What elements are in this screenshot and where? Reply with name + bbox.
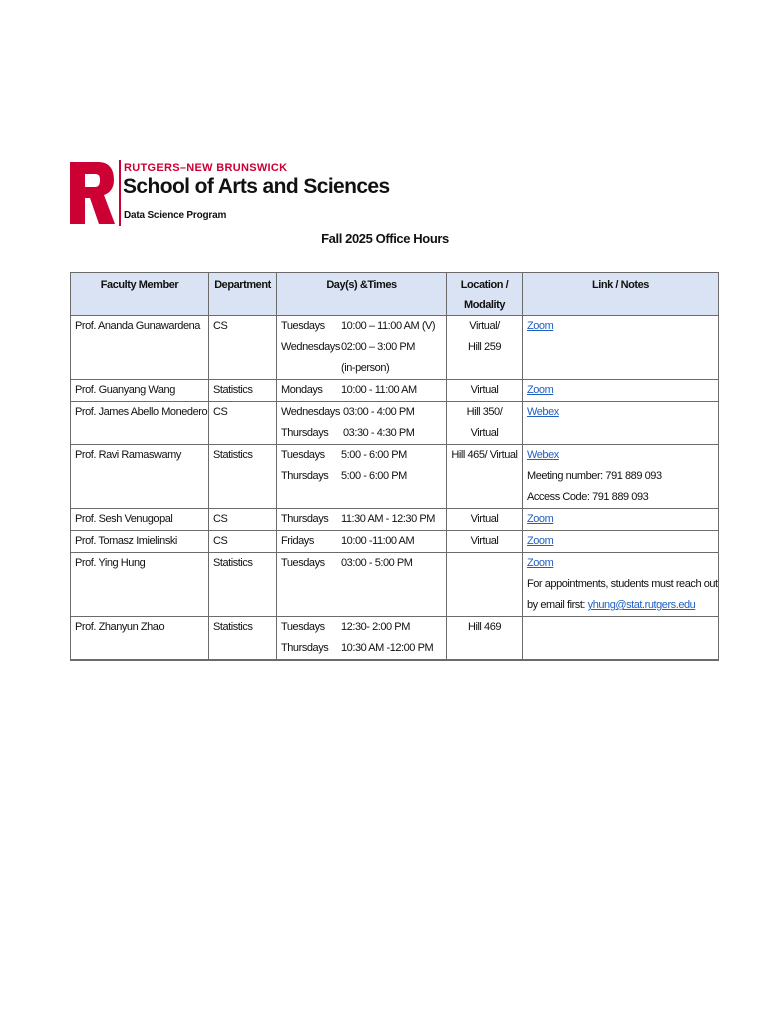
schedule-time: 10:00 -11:00 AM [341,535,415,547]
header-faculty: Faculty Member [71,273,209,316]
table-row [71,402,719,445]
schedule-time: 03:30 - 4:30 PM [343,427,415,439]
location-line: Virtual [470,535,499,547]
appointment-note: For appointments, students must reach out [527,578,718,590]
link-notes [523,402,719,445]
schedule [277,380,447,402]
schedule [277,402,447,445]
schedule-day: Tuesdays [281,320,325,332]
logo-divider [119,160,121,226]
webex-link[interactable]: Webex [527,406,559,418]
header-location-line: Location / [460,279,509,291]
zoom-link[interactable]: Zoom [527,320,554,332]
schedule [277,553,447,617]
schedule-day: Thursdays [281,513,329,525]
schedule-time: 5:00 - 6:00 PM [341,449,407,461]
schedule-time: (in-person) [341,362,390,374]
schedule-day: Wednesdays [281,406,340,418]
table-row [71,316,719,380]
department: CS [209,316,277,380]
table-row [71,509,719,531]
logo-main-line: School of Arts and Sciences [123,175,390,198]
schedule-time: 03:00 - 4:00 PM [343,406,415,418]
location [447,553,523,617]
meeting-number: Meeting number: 791 889 093 [527,470,662,482]
department: CS [209,402,277,445]
table-row [71,445,719,509]
schedule-day: Thursdays [281,470,329,482]
schedule-day: Mondays [281,384,323,396]
schedule-time: 10:00 - 11:00 AM [341,384,417,396]
schedule-day: Wednesdays [281,341,340,353]
schedule [277,509,447,531]
link-notes [523,380,719,402]
location-line: Virtual [470,384,499,396]
schedule-time: 03:00 - 5:00 PM [341,557,413,569]
department: Statistics [209,617,277,661]
schedule-day: Thursdays [281,427,329,439]
webex-link[interactable]: Webex [527,449,559,461]
department: Statistics [209,380,277,402]
logo-sub-line: Data Science Program [124,210,227,221]
zoom-link[interactable]: Zoom [527,384,554,396]
department: Statistics [209,553,277,617]
faculty-name: Prof. Tomasz Imielinski [71,531,209,553]
table-row [71,380,719,402]
location-line: Virtual [470,513,499,525]
schedule-time: 10:00 – 11:00 AM (V) [341,320,436,332]
schedule [277,316,447,380]
location-line: Virtual/ [469,320,500,332]
location-line: Hill 259 [467,341,502,353]
link-notes [523,553,719,617]
zoom-link[interactable]: Zoom [527,513,554,525]
faculty-name: Prof. Zhanyun Zhao [71,617,209,661]
office-hours-table [70,272,719,661]
location [447,380,523,402]
location-line: Virtual [470,427,499,439]
faculty-name: Prof. Ying Hung [71,553,209,617]
location-line: Hill 350/ [466,406,503,418]
email-prefix: by email first: [527,599,588,611]
table-row [71,617,719,661]
faculty-name: Prof. James Abello Monedero [71,402,209,445]
department: Statistics [209,445,277,509]
header-department: Department [209,273,277,316]
schedule-day: Fridays [281,535,314,547]
header-days-times: Day(s) &Times [277,273,447,316]
schedule-day: Thursdays [281,642,329,654]
department: CS [209,531,277,553]
header-link-notes: Link / Notes [523,273,719,316]
schedule [277,531,447,553]
rutgers-r-logo-icon [68,160,116,226]
link-notes [523,531,719,553]
location [447,509,523,531]
schedule-time: 11:30 AM - 12:30 PM [341,513,435,525]
schedule-day: Tuesdays [281,449,325,461]
table-row [71,531,719,553]
zoom-link[interactable]: Zoom [527,535,554,547]
header-location [447,273,523,316]
location [447,402,523,445]
table-header-row [71,273,719,316]
email-link[interactable]: yhung@stat.rutgers.edu [587,599,696,611]
schedule-day: Tuesdays [281,621,325,633]
faculty-name: Prof. Sesh Venugopal [71,509,209,531]
faculty-name: Prof. Ravi Ramaswamy [71,445,209,509]
access-code: Access Code: 791 889 093 [527,491,649,503]
link-notes [523,445,719,509]
schedule-time: 02:00 – 3:00 PM [341,341,415,353]
location [447,617,523,661]
location [447,531,523,553]
location [447,316,523,380]
logo-top-line: RUTGERS–NEW BRUNSWICK [124,162,288,174]
faculty-name: Prof. Guanyang Wang [71,380,209,402]
schedule [277,617,447,661]
schedule-day: Tuesdays [281,557,325,569]
table-row [71,553,719,617]
faculty-name: Prof. Ananda Gunawardena [71,316,209,380]
schedule-time: 12:30- 2:00 PM [341,621,410,633]
location [447,445,523,509]
schedule-time: 5:00 - 6:00 PM [341,470,407,482]
location-line: Hill 469 [467,621,502,633]
link-notes [523,316,719,380]
department: CS [209,509,277,531]
page-title: Fall 2025 Office Hours [321,231,449,246]
location-line: Hill 465/ Virtual [451,449,518,461]
zoom-link[interactable]: Zoom [527,557,554,569]
schedule-time: 10:30 AM -12:00 PM [341,642,434,654]
header-location-line: Modality [463,299,505,311]
link-notes [523,617,719,661]
schedule [277,445,447,509]
link-notes [523,509,719,531]
